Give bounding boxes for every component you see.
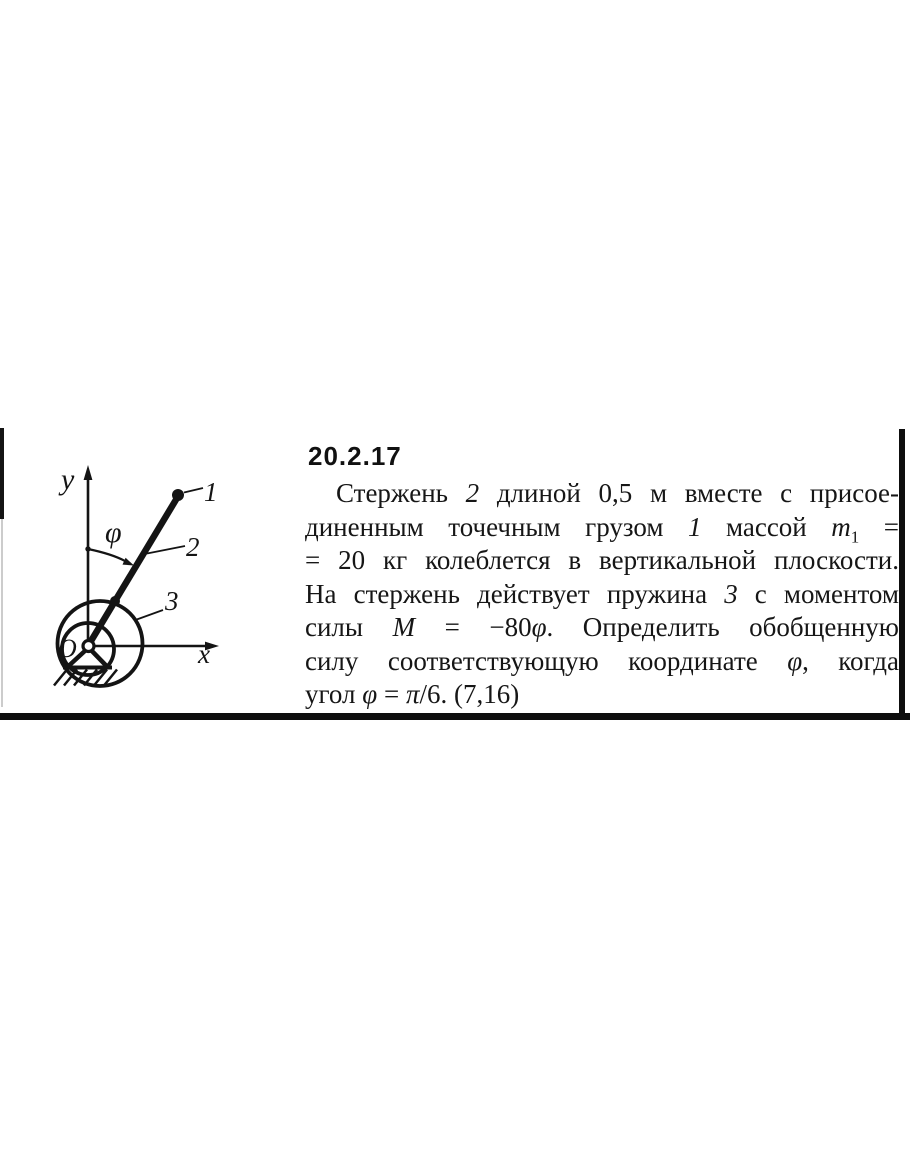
angle-arc: [88, 549, 125, 561]
leader-line-spring: [134, 610, 163, 621]
text-segment: =: [859, 511, 899, 542]
text-segment: = 20 кг колеблется в вертикальной плоскости.: [305, 545, 899, 575]
text-segment: 1: [850, 526, 860, 546]
ground-hatching: [54, 670, 117, 686]
mass-label: 1: [204, 477, 218, 507]
mass-point-dot: [172, 489, 184, 501]
text-line: [305, 678, 899, 712]
text-line: [305, 544, 899, 578]
text-line: [305, 611, 899, 645]
angle-label: φ: [105, 516, 122, 549]
y-axis-arrowhead-icon: [84, 465, 93, 480]
text-segment: с моментом: [737, 578, 900, 609]
origin-label: O: [58, 634, 77, 663]
spring-label: 3: [165, 586, 179, 616]
italic-segment: m: [831, 511, 851, 542]
vertical-rule-left: [0, 428, 4, 519]
rod-line: [88, 498, 177, 646]
text-segment: угол: [305, 679, 363, 709]
italic-segment: 1: [687, 511, 702, 542]
text-segment: = −80: [415, 612, 532, 642]
text-segment: . Определить обобщенную: [546, 612, 899, 642]
x-axis-label: x: [198, 639, 210, 669]
text-segment: Стержень: [336, 478, 466, 508]
rod-label: 2: [186, 532, 200, 562]
italic-segment: φ: [531, 612, 547, 642]
y-axis-label: y: [61, 463, 75, 496]
angle-arc-arrowhead-icon: [123, 558, 135, 566]
text-line: [305, 477, 899, 511]
text-segment: /6. (7,16): [419, 679, 520, 709]
text-segment: , когда: [802, 645, 900, 676]
italic-segment: 3: [724, 578, 738, 609]
vertical-rule-right: [899, 429, 905, 714]
leader-line-rod: [147, 546, 185, 554]
spring-attachment-dot: [110, 596, 120, 606]
problem-text: [305, 477, 899, 712]
pivot-hinge-circle: [83, 641, 94, 652]
italic-segment: M: [392, 612, 416, 642]
problem-number: 20.2.17: [308, 441, 402, 471]
italic-segment: π: [405, 679, 420, 709]
text-segment: длиной 0,5 м вместе с присое-: [479, 478, 899, 508]
text-segment: силу соответствующую координате: [305, 645, 788, 676]
italic-segment: 2: [465, 478, 480, 508]
text-line: [305, 645, 899, 679]
italic-segment: φ: [787, 645, 803, 676]
text-segment: На стержень действует пружина: [305, 578, 725, 609]
text-segment: =: [377, 679, 406, 709]
italic-segment: φ: [362, 679, 378, 709]
vertical-rule-left-faint: [1, 519, 3, 707]
text-line: [305, 511, 899, 545]
text-segment: массой: [701, 511, 832, 542]
rod-spring-pendulum-figure: [40, 452, 245, 704]
text-line: [305, 578, 899, 612]
text-segment: силы: [305, 612, 393, 642]
horizontal-rule-bottom: [0, 713, 910, 720]
leader-line-mass: [184, 488, 203, 493]
text-segment: диненным точечным грузом: [305, 511, 688, 542]
